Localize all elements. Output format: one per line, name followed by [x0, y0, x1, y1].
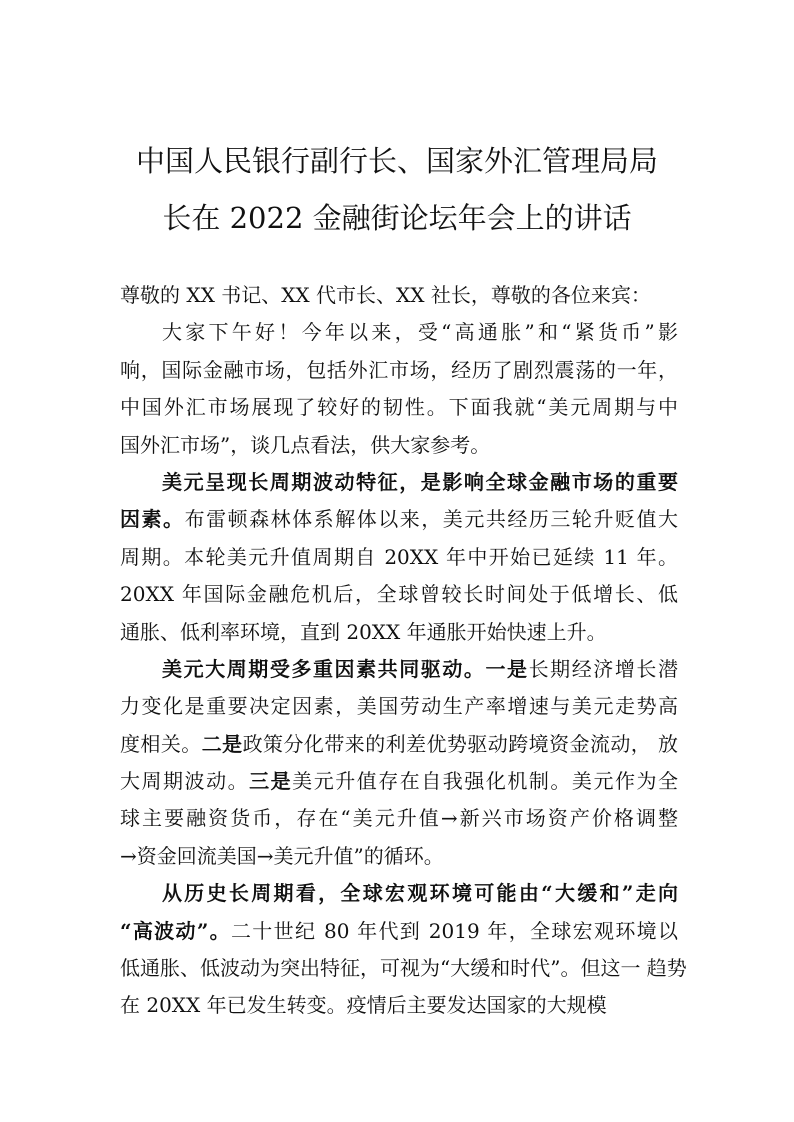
title-line: 长在 2022 金融街论坛年会上的讲话: [162, 201, 632, 235]
paragraph: [120, 314, 678, 464]
bold-text: “高波动”。: [120, 918, 231, 943]
text-line: [120, 576, 678, 613]
text-line: [120, 726, 678, 763]
text: 20XX 年国际金融危机后，全球曾较长时间处于低增长、低: [120, 582, 678, 607]
title-line: 中国人民银行副行长、国家外汇管理局局: [135, 144, 658, 178]
text: 长期经济增长潜: [528, 656, 679, 681]
text-line: [120, 763, 678, 800]
bold-text: 因素。: [120, 507, 185, 532]
text: 大家下午好！今年以来，受“高通胀”和“紧货币”影: [162, 320, 678, 345]
text-line: [120, 913, 678, 950]
text-line: [120, 352, 678, 389]
text-line: [120, 651, 678, 688]
text-line: [120, 314, 678, 351]
paragraph: [120, 651, 678, 875]
paragraph: [120, 277, 678, 314]
text: 大周期波动。: [120, 769, 250, 794]
text-line: [120, 987, 678, 1024]
text-line: [120, 464, 678, 501]
text: 在 20XX 年已发生转变。疫情后主要发达国家的大规模: [120, 993, 607, 1018]
document-body: [120, 277, 687, 1025]
text-line: [120, 875, 678, 912]
text: 二十世纪 80 年代到 2019 年，全球宏观环境以: [230, 918, 678, 943]
text-line: [120, 614, 678, 651]
text: 球主要融资货币，存在“美元升值→新兴市场资产价格调整: [120, 806, 678, 831]
text: 布雷顿森林体系解体以来，美元共经历三轮升贬值大: [184, 507, 679, 532]
bold-text: 从历史长周期看，全球宏观环境可能由“大缓和”走向: [162, 881, 678, 906]
text-line: [120, 688, 678, 725]
text: 尊敬的 XX 书记、XX 代市长、XX 社长，尊敬的各位来宾：: [120, 283, 651, 307]
text: 美元升值存在自我强化机制。美元作为全: [292, 769, 679, 794]
text: →资金回流美国→美元升值”的循环。: [120, 843, 444, 868]
text: 国外汇市场”，谈几点看法，供大家参考。: [120, 432, 491, 457]
text-line: [120, 800, 678, 837]
text-line: [120, 389, 678, 426]
text-line: [120, 539, 678, 576]
text: 响，国际金融市场，包括外汇市场，经历了剧烈震荡的一年，: [120, 357, 678, 382]
text-line: [120, 950, 687, 987]
text-line: [120, 501, 678, 538]
text: 力变化是重要决定因素，美国劳动生产率增速与美元走势高: [120, 694, 678, 719]
text: 政策分化带来的利差优势驱动跨境资金流动， 放: [242, 731, 679, 756]
bold-text: 美元大周期受多重因素共同驱动。一是: [162, 656, 529, 681]
bold-text: 美元呈现长周期波动特征，是影响全球金融市场的重要: [162, 469, 678, 494]
text: 度相关。: [120, 731, 202, 756]
text-line: [120, 838, 678, 875]
paragraph: [120, 464, 678, 651]
document-title: [100, 133, 694, 247]
text: 周期。本轮美元升值周期自 20XX 年中开始已延续 11 年。: [120, 544, 678, 569]
bold-text: 三是: [249, 769, 293, 794]
text-line: [120, 277, 678, 314]
paragraph: [120, 875, 687, 1025]
text: 中国外汇市场展现了较好的韧性。下面我就“美元周期与中: [120, 395, 678, 420]
text-line: [120, 427, 678, 464]
text: 低通胀、低波动为突出特征，可视为“大缓和时代”。但这一 趋势: [120, 956, 687, 981]
text: 通胀、低利率环境，直到 20XX 年通胀开始快速上升。: [120, 619, 607, 644]
bold-text: 二是: [201, 731, 243, 756]
